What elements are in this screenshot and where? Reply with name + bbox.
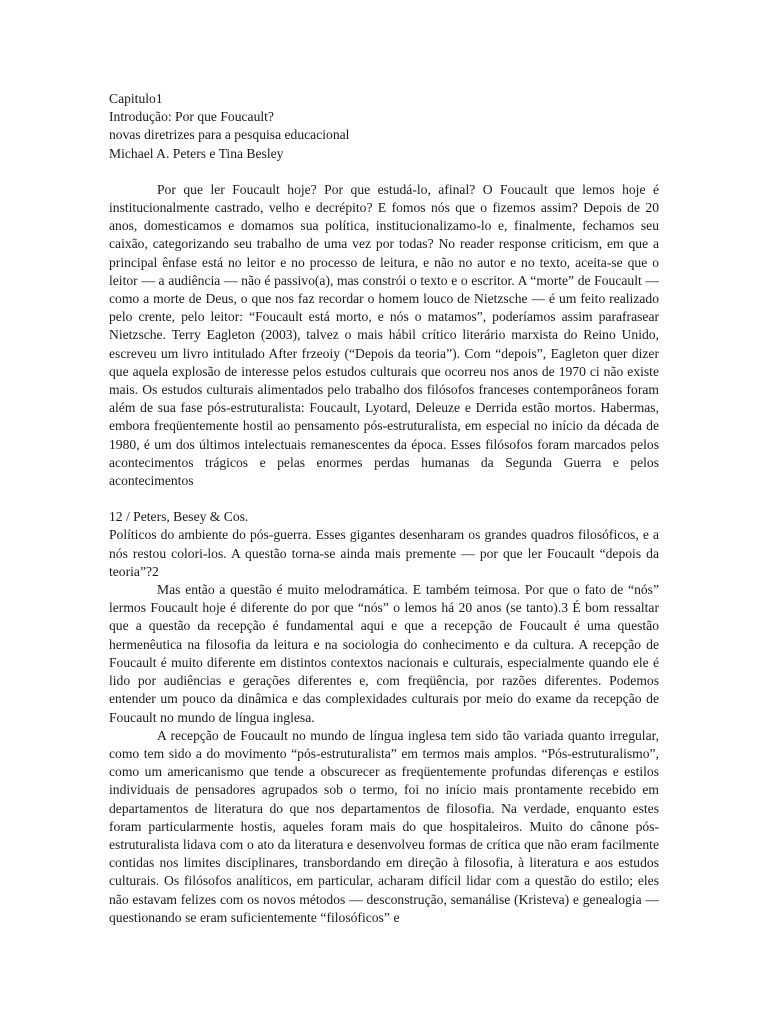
body-paragraph-1: Por que ler Foucault hoje? Por que estudá-lo, afinal? O Foucault que lemos hoje é institucionalmente castrado, velho e decrépito? E fomos nós que o fizemos assim? Depois de 20 anos, domesticamos e domamos sua política, institucionalizamo-lo e, finalmente, fechamos seu caixão, categorizando seu trabalho de uma vez por todas? No reader response criticism, em que a principal ênfase está no leitor e no processo de leitura, e não no autor e no texto, aceita-se que o leitor — a audiência — não é passivo(a), mas constrói o texto e o escritor. A “morte” de Foucault — como a morte de Deus, o que nos faz recordar o homem louco de Nietzsche — é um feito realizado pelo crente, pelo leitor: “Foucault está morto, e nós o matamos”, poderíamos assim parafrasear Nietzsche. Terry Eagleton (2003), talvez o mais hábil crítico literário marxista do Reino Unido, escreveu um livro intitulado After frzeoiy (“Depois da teoria”). Com “depois”, Eagleton quer dizer que aquela explosão de interesse pelos estudos culturais que ocorreu nos anos de 1970 ci não existe mais. Os estudos culturais alimentados pelo trabalho dos filósofos franceses contemporâneos foram além de sua fase pós-estruturalista: Foucault, Lyotard, Deleuze e Derrida estão mortos. Habermas, embora freqüentemente hostil ao pensamento pós-estruturalista, em especial no início da década de 1980, é um dos últimos intelectuais remanescentes da época. Esses filósofos foram marcados pelos acontecimentos trágicos e pelas enormes perdas humanas da Segunda Guerra e pelos acontecimentos [109, 181, 659, 489]
running-head: 12 / Peters, Besey & Cos. [109, 509, 249, 525]
body-paragraph-3: Mas então a questão é muito melodramática. E também teimosa. Por que o fato de “nós” lermos Foucault hoje é diferente do por que “nós” o lemos há 20 anos (se tanto).3 É bom ressaltar que a questão da recepção é fundamental aqui e que a recepção de Foucault é uma questão hermenêutica na filosofia da leitura e na sociologia do conhecimento e da cultura. A recepção de Foucault é muito diferente em distintos contextos nacionais e culturais, especialmente quando ele é lido por audiências e gerações diferentes e, com freqüência, por razões diferentes. Podemos entender um pouco da dinâmica e das complexidades culturais por meio do exame da recepção de Foucault no mundo de língua inglesa. [109, 582, 659, 725]
chapter-subtitle: novas diretrizes para a pesquisa educacional [109, 127, 350, 143]
chapter-title: Introdução: Por que Foucault? [109, 109, 274, 125]
document-page [109, 90, 659, 927]
body-paragraph-4: A recepção de Foucault no mundo de língua inglesa tem sido tão variada quanto irregular, como tem sido a do movimento “pós-estruturalista” em termos mais amplos. “Pós-estruturalismo”, como um americanismo que tende a obscurecer as freqüentemente profundas diferenças e estilos individuais de pensadores agrupados sob o termo, foi no início mais prontamente recebido em departamentos de literatura do que nos departamentos de filosofia. Na verdade, enquanto estes foram particularmente hostis, aqueles foram mais do que hospitaleiros. Muito do cânone pós-estruturalista lidava com o ato da literatura e desenvolveu formas de crítica que não eram facilmente contidas nos limites disciplinares, transbordando em direção à filosofia, à literatura e aos estudos culturais. Os filósofos analíticos, em particular, acharam difícil lidar com a questão do estilo; eles não estavam felizes com os novos métodos — desconstrução, semanálise (Kristeva) e genealogia — questionando se eram suficientemente “filosóficos” e [109, 727, 659, 925]
spacer [109, 490, 659, 508]
chapter-label: Capitulo1 [109, 91, 163, 106]
spacer [109, 163, 659, 181]
chapter-header [109, 90, 659, 163]
chapter-authors: Michael A. Peters e Tina Besley [109, 145, 284, 161]
body-paragraph-2: Políticos do ambiente do pós-guerra. Esses gigantes desenharam os grandes quadros filosóficos, e a nós restou colori-los. A questão torna-se ainda mais premente — por que ler Foucault “depois da teoria”?2 [109, 527, 659, 579]
